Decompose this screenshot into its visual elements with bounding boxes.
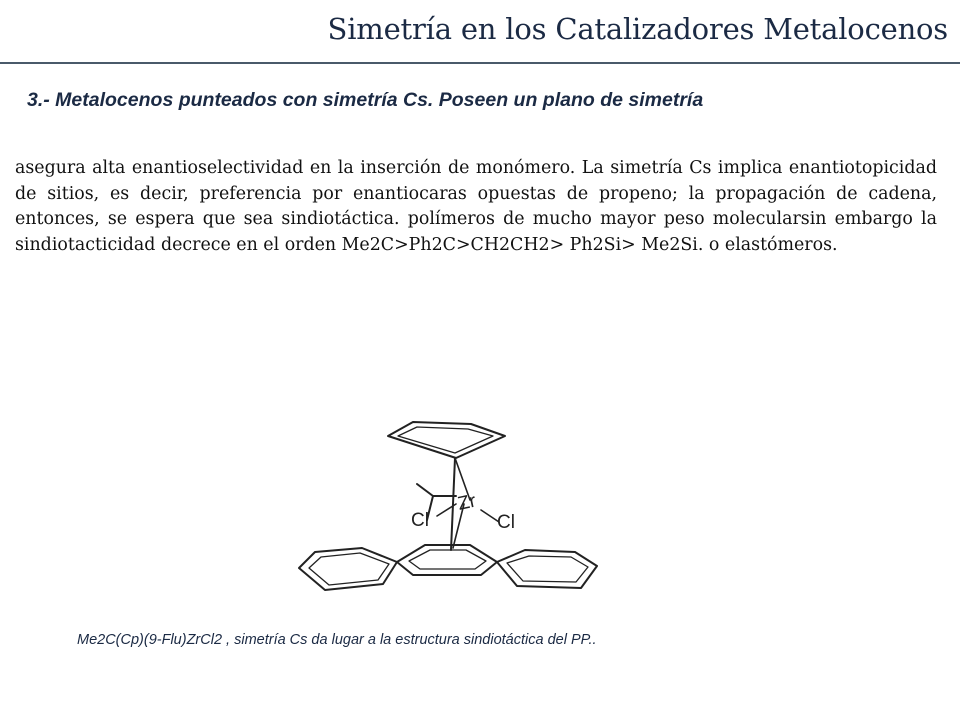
- body-paragraph: asegura alta enantioselectividad en la inserción de monómero. La simetría Cs implica enantiotopicidad de sitios, es decir, preferencia por enantiocaras opuestas de propeno; la propagación de cadena, entonces, se espera que sea sindiotáctica. polímeros de mucho mayor peso molecularsin embargo la sindiotacticidad decrece en el orden Me2C>Ph2C>CH2CH2> Ph2Si> Me2Si. o elastómeros.: [15, 158, 937, 255]
- section-heading: 3.- Metalocenos punteados con simetría Cs. Poseen un plano de simetría: [27, 89, 704, 111]
- fluorenyl-ring-system: [299, 545, 597, 590]
- chloride-label-left: Cl: [411, 510, 429, 531]
- metallocene-structure-figure: [285, 400, 610, 605]
- cyclopentadienyl-ring: [388, 422, 505, 458]
- chloride-label-right: Cl: [497, 512, 515, 533]
- figure-caption: Me2C(Cp)(9-Flu)ZrCl2 , simetría Cs da lugar a la estructura sindiotáctica del PP..: [77, 632, 597, 648]
- title-divider: [0, 62, 960, 64]
- zirconium-label: Zr: [455, 490, 478, 515]
- slide-title: Simetría en los Catalizadores Metalocenos: [327, 12, 948, 46]
